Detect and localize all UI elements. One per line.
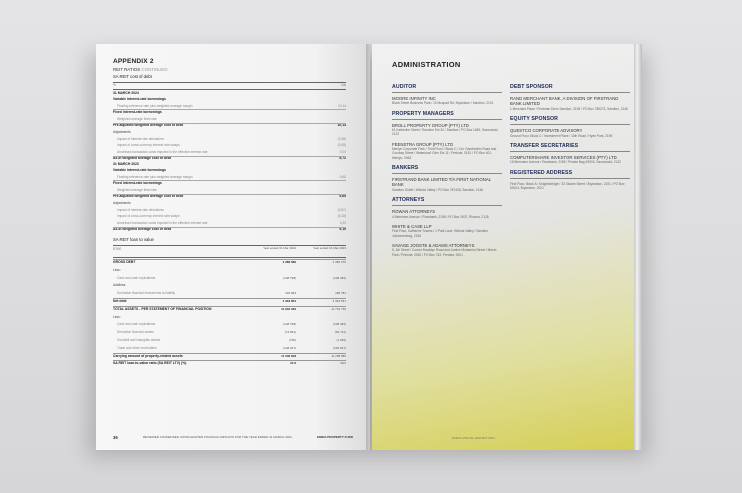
row-value-2023: 185 781 (335, 291, 346, 296)
section-heading: PROPERTY MANAGERS (392, 110, 454, 117)
table-row (113, 227, 346, 231)
entity-address: First Floor, Katherine Towers / 1 Park Lane, Wierda Valley / Sandton, Johannesburg, 2196 (392, 229, 489, 238)
entity-name: BROLL PROPERTY GROUP (PTY) LTD (392, 122, 469, 128)
entity-name: FIRSTRAND BANK LIMITED T/A FIRST NATIONAL BANK (392, 177, 491, 188)
table-row (113, 338, 263, 342)
row-label: All-in weighted average cost of debt (113, 156, 172, 161)
entity-address: Sandton Outlet / Wierda Valley / PO Box 787428, Sandton, 2146 (392, 187, 484, 192)
row-label: Variable interest-rate borrowings (113, 168, 166, 172)
right-page (372, 44, 638, 450)
entity-address: Ground Floor, Block C / Investment Place / 10th Road / Hyde Park, 2196 (510, 133, 613, 138)
row-label: Amortised transaction costs imputed in the effective interest rate (117, 220, 208, 225)
entity-name: WHITE & CASE LLP (392, 223, 432, 229)
row-value-2024: 37,6 (290, 361, 296, 366)
table-row (113, 181, 346, 185)
row-label: Amortised transaction costs imputed in the effective interest rate (117, 149, 208, 154)
row-label: Cash and cash equivalents (117, 322, 156, 327)
row-rule (113, 227, 346, 228)
row-value: (0,38) (337, 136, 346, 141)
table-row (113, 175, 346, 179)
row-value-2024: 11 904 349 (281, 306, 296, 311)
right-footer: EMIRA ANNUAL REPORT 2024 (452, 436, 495, 440)
row-rule (113, 360, 346, 361)
subtitle-main: REIT RATIOS (113, 67, 141, 72)
entity-name: FEENSTRA GROUP (PTY) LTD (392, 141, 453, 147)
row-label: Fixed interest-rate borrowings (113, 110, 162, 115)
table-row (113, 188, 346, 192)
row-label: Goodwill and intangible assets (117, 338, 161, 342)
section-rule (510, 124, 630, 125)
row-rule (113, 156, 346, 157)
pct-header-row (113, 83, 346, 87)
section-heading: TRANSFER SECRETARIES (510, 142, 579, 149)
left-footer (113, 435, 353, 440)
entity-name: COMPUTERSHARE INVESTOR SERVICES (PTY) LTD (510, 154, 617, 160)
row-value-2023: (84 711) (335, 330, 346, 335)
section-heading: BANKERS (392, 165, 419, 171)
header-rule-2 (113, 89, 346, 90)
row-value-2023: 4 386 270 (332, 260, 346, 264)
page-edge (634, 44, 642, 450)
pct-label: % (113, 83, 116, 87)
row-label: Variable interest-rate borrowings (113, 97, 166, 101)
table-row (113, 117, 346, 121)
row-label: Impact of interest rate derivatives (117, 136, 164, 141)
row-value: 10,14 (338, 103, 346, 108)
row-label: Impact of interest rate derivatives (117, 207, 164, 212)
table-row (113, 299, 263, 303)
table-row (113, 283, 263, 287)
entity-name: ROWAN ATTORNEYS (392, 209, 436, 215)
section-rule (392, 173, 502, 174)
row-value: (0,57) (337, 207, 346, 212)
col-header: Dal (341, 83, 346, 87)
row-label: Cash and cash equivalents (117, 275, 156, 280)
entity-address: 5, 1th Street / Corner Brooklyn Road and Justice Mohamed Street / Menlo Park / Pretoria, 0081 / PO Box 743, Pretoria, 0001 (392, 248, 497, 257)
row-value-2024: (148 047) (283, 345, 296, 350)
footer-text: REVIEWED CONDENSED CONSOLIDATED FINANCIAL RESULTS FOR THE YEAR ENDED 31 MARCH 2024 (142, 435, 292, 439)
table-row (113, 201, 346, 205)
row-value-2023: 4 343 567 (332, 299, 346, 303)
row-label: Less: (113, 267, 121, 272)
row-value-2024: 4 333 854 (282, 299, 296, 303)
row-label: Weighted average fixed rate (117, 116, 157, 121)
ltv-heading: SA REIT loan to value (113, 237, 154, 242)
row-value: 9,65 (339, 174, 346, 179)
row-rule (113, 180, 346, 181)
row-value: (0,08) (337, 143, 346, 148)
entity-name: QUESTCO CORPORATE ADVISORY (510, 128, 583, 134)
row-value-2024: (148 798) (283, 322, 296, 327)
table-row (113, 150, 346, 154)
row-label: Carrying amount of property-related assets (113, 353, 183, 358)
row-label: Net debt (113, 299, 127, 303)
row-rule (113, 123, 346, 124)
row-value-2023: 11 791 726 (331, 306, 346, 311)
row-value-2024: (73 891) (284, 330, 296, 335)
section-heading: REGISTERED ADDRESS (510, 169, 573, 176)
section-rule (510, 178, 630, 179)
entity-address: 61 Katherine Street / Sandton Ext 34 / Sandton / PO Box 1455, Saxonwold, 2132 (392, 128, 499, 137)
subtitle-continued: CONTINUED (141, 67, 168, 72)
table-row (113, 322, 263, 326)
table-row (113, 307, 263, 311)
row-rule (113, 109, 346, 110)
row-value-2023: (218 547) (333, 345, 346, 350)
row-value: 9,65 (339, 194, 346, 199)
row-label: Adjustments (113, 201, 131, 205)
entity-name: RAND MERCHANT BANK, A DIVISION OF FIRSTRAND BANK LIMITED (510, 96, 619, 107)
section-rule (392, 92, 502, 93)
row-label: Fixed interest-rate borrowings (113, 181, 162, 186)
table-row (113, 291, 263, 295)
footer-brand: EMIRA PROPERTY FUND (316, 435, 353, 439)
section-heading: DEBT SPONSOR (510, 84, 553, 90)
section-heading: AUDITOR (392, 84, 417, 90)
table-row (113, 143, 346, 147)
section-heading: EQUITY SPONSOR (510, 116, 559, 123)
section-rule (510, 92, 630, 93)
row-label: Floating reference rate plus weighted average margin (117, 103, 193, 108)
row-value: 10,14 (337, 123, 346, 128)
table-row (113, 221, 346, 225)
ltv-rule-2 (113, 257, 346, 258)
row-value: 0,04 (339, 149, 346, 154)
row-value: 0,20 (339, 220, 346, 225)
row-label: Derivative financial assets (117, 330, 154, 335)
ltv-col2-header: Year ended 31 Mar 2023 (313, 246, 346, 250)
table-row (113, 354, 263, 358)
row-value-2024: 193 963 (285, 291, 296, 296)
row-value: (0,18) (337, 214, 346, 219)
appendix-subtitle (113, 67, 168, 72)
row-label: Derivative financial instruments to liability (117, 291, 176, 296)
table-row (113, 214, 346, 218)
table-row (113, 330, 263, 334)
table-row (113, 315, 263, 319)
row-label: Impact of cross-currency interest rate swaps (117, 214, 180, 219)
row-rule (113, 194, 346, 195)
ltv-col1-header: Year ended 31 Mar 2024 (263, 246, 296, 250)
table-row (113, 361, 263, 365)
table-row (113, 110, 346, 114)
row-value: 9,72 (339, 156, 346, 161)
row-label: Less: (113, 314, 121, 319)
row-rule (113, 306, 346, 307)
row-label: TOTAL ASSETS - PER STATEMENT OF FINANCIAL POSITION (113, 306, 212, 311)
row-label: Impact of cross-currency interest rate swaps (117, 143, 180, 148)
row-label: Adjustments (113, 130, 131, 134)
row-rule (113, 353, 346, 354)
row-value-2023: 11 258 985 (331, 353, 346, 358)
row-label: GROSS DEBT (113, 260, 136, 264)
row-value-2023: 38,6 (340, 361, 346, 366)
entity-address: First Floor, Block A / Knightsbridge / 33 Sloane Street / Bryanston, 2191 / PO Box 69104, Bryanston, 2021 (510, 181, 625, 190)
row-value-2023: (228 484) (333, 322, 346, 327)
row-label: Pre-adjusted weighted average cost of debt (113, 123, 184, 128)
section-rule (510, 151, 630, 152)
period1-heading (113, 91, 346, 95)
table-row (113, 346, 263, 350)
table-row (113, 260, 263, 264)
section-heading: ATTORNEYS (392, 197, 425, 204)
entity-address: 15 Biermann Avenue / Rosebank, 2196 / Private Bag X9000, Saxonwold, 2132 (510, 160, 621, 165)
entity-name: SAVAGE JOOSTE & ADAMS ATTORNEYS (392, 242, 475, 248)
entity-address: Menlyn Corporate Park / Third Floor / Block C / Cnr Garsfontein Road and Corobay Street / Waterkloof Glen Ext 11 / Pretoria, 0181 / PO Box 401, Menlyn, 0063 (392, 147, 497, 160)
table-row (113, 130, 346, 134)
row-label: Pre-adjusted weighted average cost of debt (113, 194, 184, 199)
administration-title: ADMINISTRATION (392, 60, 461, 69)
row-value-2024: 4 288 689 (282, 260, 296, 264)
left-page (96, 44, 370, 450)
row-value-2023: (228 484) (333, 275, 346, 280)
row-value-2023: (1 029) (336, 338, 346, 342)
row-label: Weighted average fixed rate (117, 187, 157, 192)
table-row (113, 104, 346, 108)
appendix-title: APPENDIX 2 (113, 58, 154, 65)
row-value: 9,10 (339, 227, 346, 232)
table-row (113, 123, 346, 127)
table-row (113, 208, 346, 212)
row-label: All-in weighted average cost of debt (113, 227, 172, 232)
table-row (113, 137, 346, 141)
administration-column-1 (392, 82, 502, 262)
table-row (113, 276, 263, 280)
row-label: SA REIT loan-to-value ratio (SA REIT LTV) (%) (113, 361, 187, 366)
table-row (113, 97, 346, 101)
table-row (113, 194, 346, 198)
row-value-2024: (148 798) (283, 275, 296, 280)
period1-label: 31 MARCH 2024 (113, 91, 139, 95)
entity-address: 4 Biermann Avenue / Rosebank, 2196 / PO Box 1907, Rivonia, 2128 (392, 214, 489, 219)
row-rule (113, 259, 346, 260)
period2-heading (113, 162, 346, 166)
page-number: 36 (113, 435, 118, 440)
row-rule (113, 298, 346, 299)
cost-of-debt-heading: SA REIT cost of debt (113, 74, 152, 79)
row-label: Floating reference rate plus weighted average margin (117, 174, 193, 179)
administration-column-2 (510, 82, 630, 195)
entity-name: MOORE INFINITY INC (392, 96, 436, 101)
section-rule (392, 119, 502, 120)
ltv-unit: R'000 (113, 247, 122, 251)
entity-address: Block Street Business Park / 10 Mcquad Rd, Bryanston / Sandton, 2191 (392, 101, 494, 106)
table-row (113, 156, 346, 160)
row-label: Add/less: (113, 283, 127, 288)
row-label: Trade and other receivables (117, 345, 157, 350)
table-row (113, 268, 263, 272)
entity-address: 1 Merchant Place / Fredman Drive Sandton, 2196 / PO Box 786273, Sandton, 2146 (510, 106, 628, 111)
section-rule (392, 205, 502, 206)
period2-label: 31 MARCH 2023 (113, 162, 139, 166)
table-row (113, 168, 346, 172)
row-value-2024: (796) (288, 338, 296, 342)
row-value-2024: 11 532 818 (281, 353, 296, 358)
